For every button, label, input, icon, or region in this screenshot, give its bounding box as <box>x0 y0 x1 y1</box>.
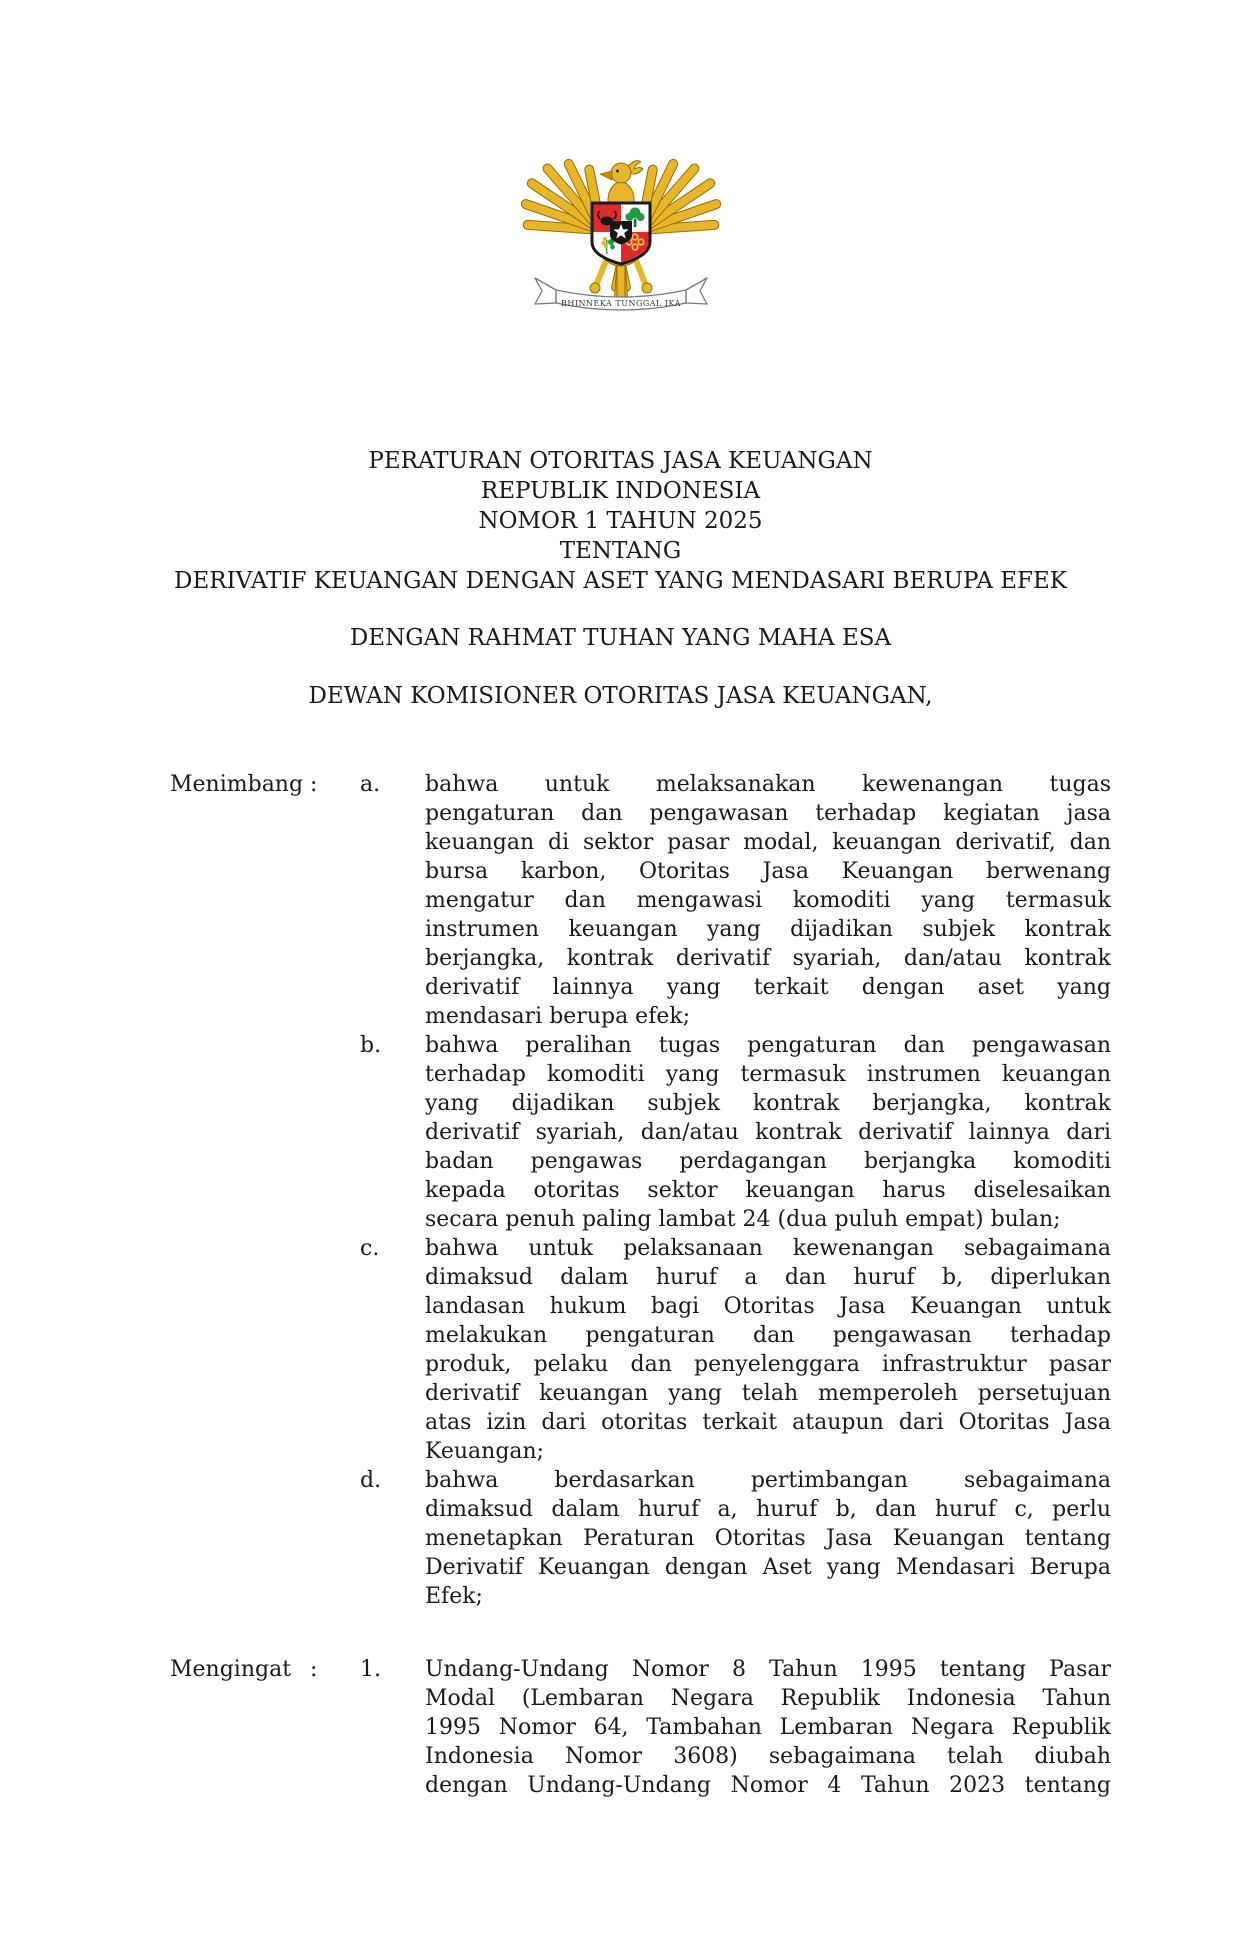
text-line: bahwa untuk pelaksanaan kewenangan sebagaimana <box>425 1236 1111 1261</box>
text-line: derivatif syariah, dan/atau kontrak derivatif lainnya dari <box>425 1120 1111 1145</box>
text-line: bahwa untuk melaksanakan kewenangan tugas <box>425 772 1111 797</box>
text-line: bahwa berdasarkan pertimbangan sebagaimana <box>425 1468 1111 1493</box>
section-mengingat <box>170 1655 1111 1800</box>
section-colon: : <box>310 1657 318 1682</box>
emblem-motto-text: BHINNEKA TUNGGAL IKA <box>560 299 681 308</box>
text-line: menetapkan Peraturan Otoritas Jasa Keuangan tentang <box>425 1526 1111 1551</box>
title-line-institution: PERATURAN OTORITAS JASA KEUANGAN <box>368 448 873 474</box>
text-line: terhadap komoditi yang termasuk instrumen keuangan <box>425 1062 1111 1087</box>
text-line: berjangka, kontrak derivatif syariah, dan/atau kontrak <box>425 946 1111 971</box>
consideration-item-c <box>360 1234 1111 1466</box>
title-line-subject: DERIVATIF KEUANGAN DENGAN ASET YANG MENDASARI BERUPA EFEK <box>174 568 1067 594</box>
text-line: mendasari berupa efek; <box>425 1004 691 1029</box>
text-line: kepada otoritas sektor keuangan harus diselesaikan <box>425 1178 1111 1203</box>
item-marker: c. <box>360 1236 380 1261</box>
text-line: dimaksud dalam huruf a, huruf b, dan huruf c, perlu <box>425 1497 1111 1522</box>
text-line: atas izin dari otoritas terkait ataupun dari Otoritas Jasa <box>425 1410 1111 1435</box>
text-line: instrumen keuangan yang dijadikan subjek kontrak <box>425 917 1111 942</box>
item-marker: 1. <box>360 1657 381 1682</box>
text-line: pengaturan dan pengawasan terhadap kegiatan jasa <box>425 801 1111 826</box>
consideration-item-a <box>360 770 1111 1031</box>
text-line: derivatif keuangan yang telah memperoleh persetujuan <box>425 1381 1111 1406</box>
item-marker: d. <box>360 1468 382 1493</box>
text-line: bahwa peralihan tugas pengaturan dan pengawasan <box>425 1033 1111 1058</box>
authority-line: DEWAN KOMISIONER OTORITAS JASA KEUANGAN, <box>308 683 933 709</box>
item-marker: a. <box>360 772 381 797</box>
section-menimbang <box>170 770 1111 1611</box>
consideration-item-b <box>360 1031 1111 1234</box>
consideration-item-d <box>360 1466 1111 1611</box>
title-line-tentang: TENTANG <box>559 538 682 564</box>
item-marker: b. <box>360 1033 382 1058</box>
text-line: secara penuh paling lambat 24 (dua puluh empat) bulan; <box>425 1207 1061 1232</box>
text-line: yang dijadikan subjek kontrak berjangka, kontrak <box>425 1091 1111 1116</box>
text-line: keuangan di sektor pasar modal, keuangan derivatif, dan <box>425 830 1111 855</box>
text-line: badan pengawas perdagangan berjangka komoditi <box>425 1149 1111 1174</box>
text-line: Efek; <box>425 1584 483 1609</box>
section-label: Mengingat <box>170 1657 292 1682</box>
text-line: Indonesia Nomor 3608) sebagaimana telah diubah <box>425 1744 1111 1769</box>
text-line: Derivatif Keuangan dengan Aset yang Mendasari Berupa <box>425 1555 1111 1580</box>
invocation-line: DENGAN RAHMAT TUHAN YANG MAHA ESA <box>349 625 892 651</box>
text-line: Keuangan; <box>425 1439 545 1464</box>
text-line: Modal (Lembaran Negara Republik Indonesia Tahun <box>425 1686 1111 1711</box>
text-line: produk, pelaku dan penyelenggara infrastruktur pasar <box>425 1352 1111 1377</box>
section-colon: : <box>310 772 318 797</box>
text-line: 1995 Nomor 64, Tambahan Lembaran Negara Republik <box>425 1715 1111 1740</box>
legal-basis-item-1 <box>360 1655 1111 1800</box>
text-line: Undang-Undang Nomor 8 Tahun 1995 tentang Pasar <box>425 1657 1111 1682</box>
garuda-pancasila-emblem <box>511 140 731 340</box>
text-line: dimaksud dalam huruf a dan huruf b, diperlukan <box>425 1265 1111 1290</box>
text-line: derivatif lainnya yang terkait dengan aset yang <box>425 975 1111 1000</box>
text-line: dengan Undang-Undang Nomor 4 Tahun 2023 tentang <box>425 1773 1111 1798</box>
title-line-country: REPUBLIK INDONESIA <box>480 478 761 504</box>
title-line-number: NOMOR 1 TAHUN 2025 <box>478 508 763 534</box>
text-line: bursa karbon, Otoritas Jasa Keuangan berwenang <box>425 859 1111 884</box>
document-body <box>170 770 1111 1800</box>
text-line: landasan hukum bagi Otoritas Jasa Keuangan untuk <box>425 1294 1111 1319</box>
text-line: mengatur dan mengawasi komoditi yang termasuk <box>425 888 1111 913</box>
text-line: melakukan pengaturan dan pengawasan terhadap <box>425 1323 1111 1348</box>
section-label: Menimbang <box>170 772 304 797</box>
document-title-block <box>0 446 1241 596</box>
